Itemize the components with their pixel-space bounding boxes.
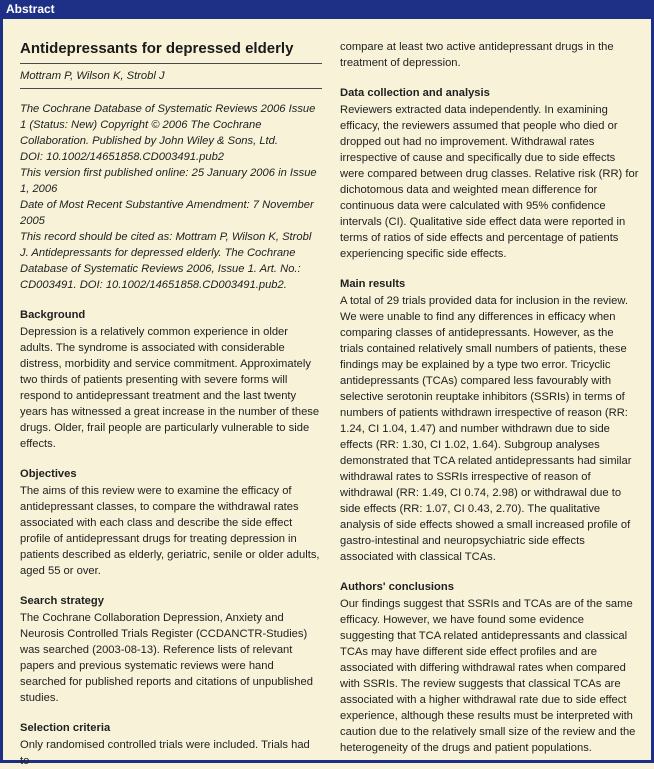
section-text: The Cochrane Collaboration Depression, Anxiety and Neurosis Controlled Trials Register (CCDANCTR-Studies) was searched (2003-08-13). Reference lists of relevant papers and previous systematic reviews were hand searched for published reports and citations of unpublished studies. xyxy=(20,612,313,704)
section-data-collection xyxy=(340,86,640,262)
citation-line: DOI: 10.1002/14651858.CD003491.pub2 xyxy=(20,151,225,163)
article-authors: Mottram P, Wilson K, Strobl J xyxy=(20,70,165,82)
left-column xyxy=(20,39,322,769)
citation-block xyxy=(20,101,322,293)
section-main-results xyxy=(340,277,640,565)
section-heading: Background xyxy=(20,309,86,321)
section-heading: Authors' conclusions xyxy=(340,581,454,593)
section-heading: Main results xyxy=(340,278,406,290)
abstract-frame xyxy=(0,19,654,767)
section-text: Only randomised controlled trials were included. Trials had to xyxy=(20,739,310,767)
abstract-header xyxy=(0,0,654,19)
section-selection-criteria-continued xyxy=(340,39,640,71)
section-heading: Search strategy xyxy=(20,595,104,607)
section-text: Reviewers extracted data independently. In examining efficacy, the reviewers assumed that people who died or dropped out had no improvement. Withdrawal rates irrespective of cause and specifically due to side effects were compared between drug classes. Relative risk (RR) for dichotomous data and weighted mean difference for continuous data were calculated with 95% confidence intervals (CI). Qualitative side effect data were reported in terms of ratios of side effects and percentage of patients experiencing specific side effects. xyxy=(340,104,639,260)
right-column xyxy=(340,39,640,756)
abstract-header-label: Abstract xyxy=(6,2,55,16)
section-text: Our findings suggest that SSRIs and TCAs are of the same efficacy. However, we have found some evidence suggesting that TCA related antidepressants and classical TCAs may have different side effect profiles and are associated with differing withdrawal rates when compared with SSRIs. The review suggests that classical TCAs are associated with a higher withdrawal rate due to side effect experience, although these results must be interpreted with caution due to the relatively small size of the review and the heterogeneity of the drugs and patient populations. xyxy=(340,598,636,754)
section-objectives xyxy=(20,467,322,579)
section-text: A total of 29 trials provided data for inclusion in the review. We were unable to find any differences in efficacy when comparing classes of antidepressants. However, as the trials contained relatively small numbers of patients, these findings may be explained by a type two error. Tricyclic antidepressants (TCAs) compared less favourably with selective serotonin reuptake inhibitors (SSRIs) in terms of numbers of patients withdrawn irrespective of reason (RR: 1.24, CI 1.04, 1.47) and number withdrawn due to side effects (RR: 1.30, CI 1.02, 1.64). Subgroup analyses demonstrated that TCA related antidepressants had similar withdrawal rates to SSRIs irrespective of reason of withdrawal (RR: 1.49, CI 0.74, 2.98) or withdrawal due to side effects (RR: 1.07, CI 0.43, 2.70). The qualitative analysis of side effects showed a small increased profile of gastro-intestinal and neuropsychiatric side effects associated with classical TCAs. xyxy=(340,295,632,563)
section-text: The aims of this review were to examine the efficacy of antidepressant classes, to compare the withdrawal rates associated with each class and describe the side effect profile of antidepressant drugs for treating depression in patients described as elderly, geriatric, senile or older adults, aged 55 or over. xyxy=(20,485,320,577)
section-authors-conclusions xyxy=(340,580,640,756)
citation-line: Date of Most Recent Substantive Amendment: 7 November 2005 xyxy=(20,199,314,227)
citation-line: The Cochrane Database of Systematic Reviews 2006 Issue 1 (Status: New) Copyright © 2006 The Cochrane Collaboration. Published by John Wiley & Sons, Ltd. xyxy=(20,103,316,147)
authors-divider xyxy=(20,88,322,89)
article-title: Antidepressants for depressed elderly xyxy=(20,40,294,57)
title-divider xyxy=(20,63,322,64)
section-text: Depression is a relatively common experience in older adults. The syndrome is associated with considerable distress, morbidity and service commitment. Approximately two thirds of patients presenting with severe forms will respond to antidepressant treatment and the last twenty years has witnessed a great increase in the number of these drugs. Older, frail people are particularly vulnerable to side effects. xyxy=(20,326,320,450)
section-background xyxy=(20,308,322,452)
section-heading: Data collection and analysis xyxy=(340,87,490,99)
section-text: compare at least two active antidepressant drugs in the treatment of depression. xyxy=(340,41,614,69)
section-heading: Objectives xyxy=(20,468,77,480)
cite-as: This record should be cited as: Mottram P, Wilson K, Strobl J. Antidepressants for depressed elderly. The Cochrane Database of Systematic Reviews 2006, Issue 1. Art. No.: CD003491. DOI: 10.1002/14651858.CD003491.pub2. xyxy=(20,231,312,291)
section-search-strategy xyxy=(20,594,322,706)
section-heading: Selection criteria xyxy=(20,722,111,734)
section-selection-criteria xyxy=(20,721,322,769)
citation-line: This version first published online: 25 January 2006 in Issue 1, 2006 xyxy=(20,167,317,195)
